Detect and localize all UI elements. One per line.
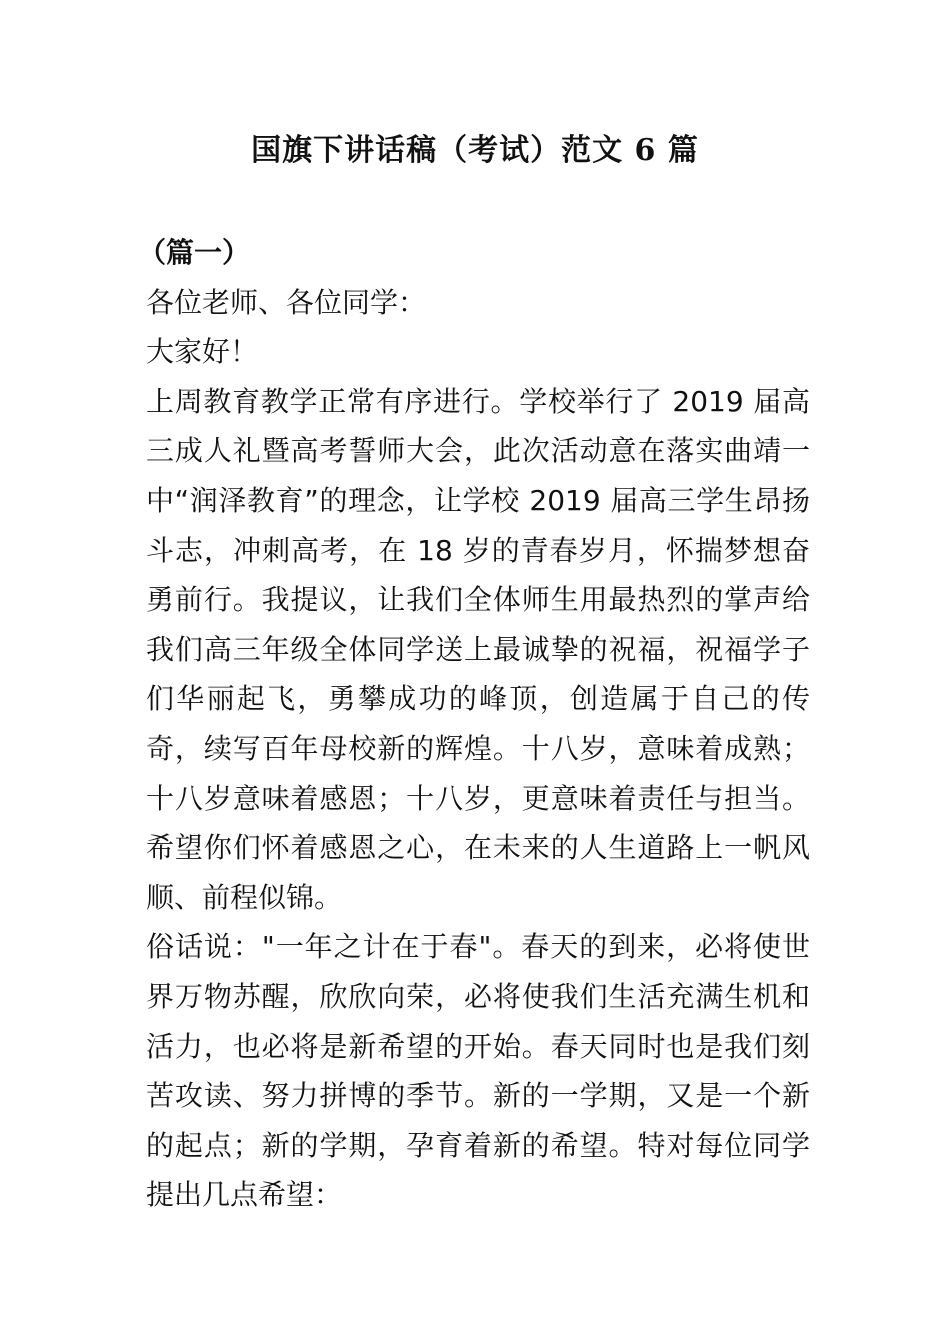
section-heading: （篇一） <box>138 236 251 269</box>
greeting-line: 各位老师、各位同学： <box>146 285 427 319</box>
hello-line: 大家好！ <box>146 335 259 369</box>
paragraph: 上周教育教学正常有序进行。学校举行了 2019 届高三成人礼暨高考誓师大会，此次活动意在落实曲靖一中“润泽教育”的理念，让学校 2019 届高三学生昂扬斗志，冲刺高考，在 18 岁的青春岁月，怀揣梦想奋勇前行。我提议，让我们全体师生用最热烈的掌声给我们高三年级全体同学送上最诚挚的祝福，祝福学子们华丽起飞，勇攀成功的峰顶，创造属于自己的传奇，续写百年母校新的辉煌。十八岁，意味着成熟；十八岁意味着感恩；十八岁，更意味着责任与担当。希望你们怀着感恩之心，在未来的人生道路上一帆风顺、前程似锦。 <box>146 384 810 914</box>
paragraph: 俗话说："一年之计在于春"。春天的到来，必将使世界万物苏醒，欣欣向荣，必将使我们生活充满生机和活力，也必将是新希望的开始。春天同时也是我们刻苦攻读、努力拼博的季节。新的一学期，又是一个新的起点；新的学期，孕育着新的希望。特对每位同学提出几点希望： <box>146 930 810 1212</box>
document-title: 国旗下讲话稿（考试）范文 6 篇 <box>251 133 699 168</box>
document-body <box>138 228 810 1220</box>
